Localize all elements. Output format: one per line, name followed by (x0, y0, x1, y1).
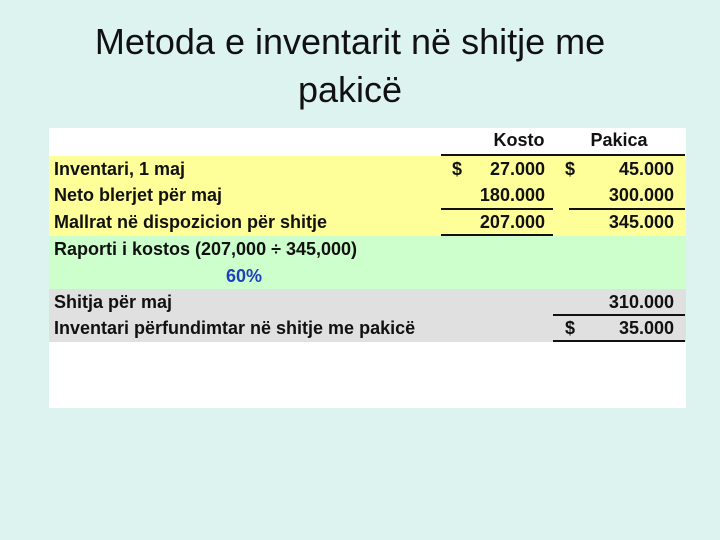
value-perfundimtar-pakica: 35.000 (618, 318, 674, 338)
pakica-sum-line (569, 208, 685, 210)
final-underline (553, 340, 685, 342)
value-neto-pakica: 300.000 (608, 185, 674, 205)
header-pakica: Pakica (590, 130, 648, 150)
row-label-shitja: Shitja për maj (54, 292, 173, 312)
value-mallrat-pakica: 345.000 (608, 212, 674, 232)
retail-inventory-table (49, 128, 686, 408)
title-line-1: Metoda e inventarit në shitje me (94, 21, 606, 62)
currency-inventari-kosto: $ (452, 159, 463, 179)
cost-ratio-percent: 60% (226, 266, 263, 286)
value-shitja-pakica: 310.000 (608, 292, 674, 312)
value-inventari-kosto: 27.000 (489, 159, 545, 179)
currency-inventari-pakica: $ (565, 159, 576, 179)
row-label-perfundimtar: Inventari përfundimtar në shitje me pakicë (54, 318, 416, 338)
value-neto-kosto: 180.000 (479, 185, 545, 205)
header-kosto: Kosto (493, 130, 545, 150)
title-line-2: pakicë (297, 69, 403, 110)
row-label-inventari: Inventari, 1 maj (54, 159, 186, 179)
row-label-mallrat: Mallrat në dispozicion për shitje (54, 212, 328, 232)
kosto-sum-line (441, 208, 553, 210)
value-inventari-pakica: 45.000 (618, 159, 674, 179)
shitja-underline (553, 314, 685, 316)
row-label-raporti: Raporti i kostos (207,000 ÷ 345,000) (54, 239, 358, 259)
row-label-neto: Neto blerjet për maj (54, 185, 223, 205)
value-mallrat-kosto: 207.000 (479, 212, 545, 232)
slide-title (0, 18, 700, 114)
currency-perfundimtar-pakica: $ (565, 318, 576, 338)
